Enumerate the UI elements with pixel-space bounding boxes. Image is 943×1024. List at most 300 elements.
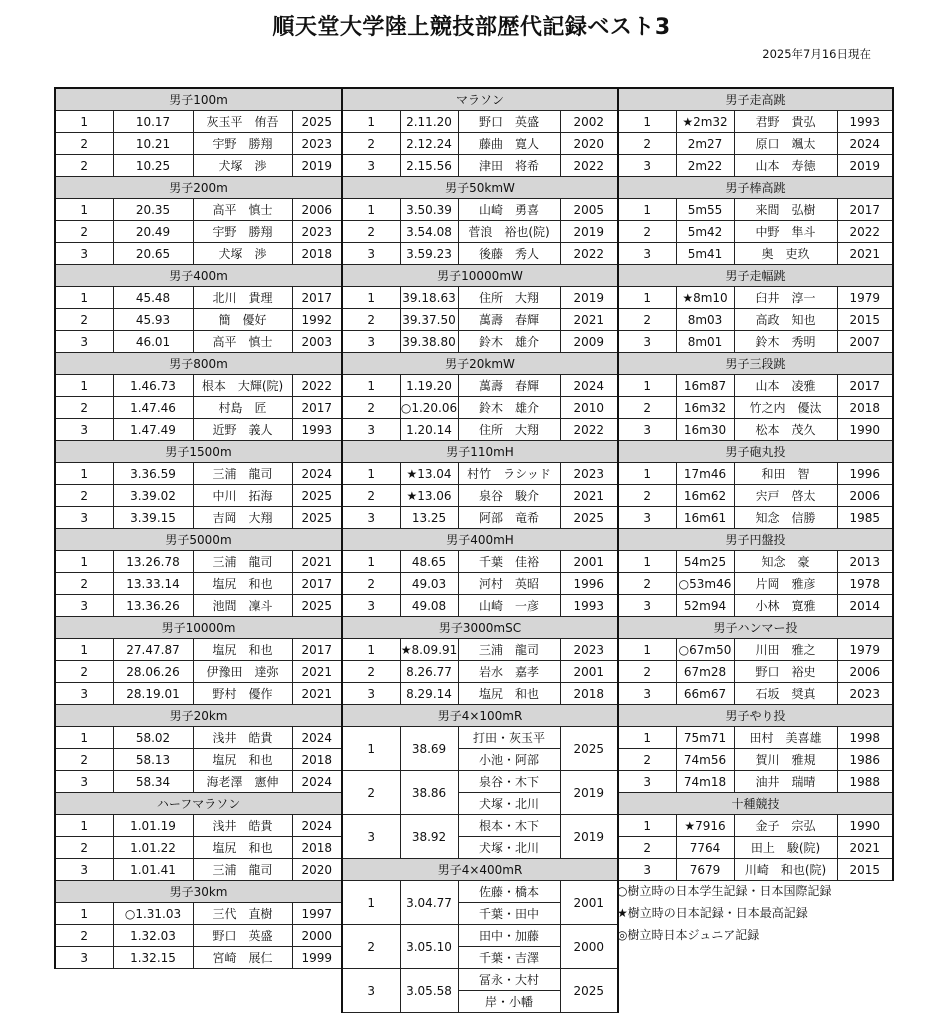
record-cell: 10.17	[113, 111, 193, 133]
relay-members-cell: 千葉・吉澤	[458, 947, 560, 969]
event-header-row	[342, 529, 618, 551]
rank-cell: 1	[55, 287, 113, 309]
record-row	[55, 111, 342, 133]
record-row	[618, 243, 893, 265]
rank-cell: 1	[342, 881, 400, 925]
relay-row	[342, 881, 618, 903]
year-cell: 2002	[560, 111, 618, 133]
rank-cell: 1	[618, 111, 676, 133]
rank-cell: 3	[55, 859, 113, 881]
rank-cell: 2	[342, 573, 400, 595]
rank-cell: 3	[342, 507, 400, 529]
record-cell: 8m03	[676, 309, 734, 331]
rank-cell: 2	[342, 133, 400, 155]
rank-cell: 2	[55, 485, 113, 507]
year-cell: 2025	[560, 727, 618, 771]
record-row	[342, 595, 618, 617]
rank-cell: 3	[618, 419, 676, 441]
record-row	[618, 397, 893, 419]
year-cell: 2022	[560, 419, 618, 441]
year-cell: 2025	[292, 595, 342, 617]
relay-members-cell: 田中・加藤	[458, 925, 560, 947]
record-row	[55, 639, 342, 661]
record-cell: 10.21	[113, 133, 193, 155]
rank-cell: 3	[342, 815, 400, 859]
record-cell: 20.49	[113, 221, 193, 243]
record-row	[618, 375, 893, 397]
record-cell: 49.08	[400, 595, 458, 617]
record-row	[618, 507, 893, 529]
athlete-cell: 千葉 佳裕	[458, 551, 560, 573]
athlete-cell: 菅浪 裕也(院)	[458, 221, 560, 243]
record-row	[618, 287, 893, 309]
record-cell: 1.47.46	[113, 397, 193, 419]
year-cell: 1990	[837, 815, 893, 837]
record-row	[342, 485, 618, 507]
rank-cell: 1	[55, 375, 113, 397]
record-cell: 45.93	[113, 309, 193, 331]
record-row	[618, 221, 893, 243]
record-row	[342, 683, 618, 705]
year-cell: 2017	[292, 573, 342, 595]
record-row	[618, 111, 893, 133]
record-cell: 1.01.41	[113, 859, 193, 881]
record-row	[342, 463, 618, 485]
athlete-cell: 野村 優作	[193, 683, 292, 705]
year-cell: 2019	[560, 287, 618, 309]
athlete-cell: 簡 優好	[193, 309, 292, 331]
athlete-cell: 川崎 和也(院)	[734, 859, 837, 881]
record-cell: 1.19.20	[400, 375, 458, 397]
record-row	[618, 155, 893, 177]
record-cell: 46.01	[113, 331, 193, 353]
athlete-cell: 三浦 龍司	[458, 639, 560, 661]
records-column-2	[341, 87, 619, 1013]
record-row	[618, 727, 893, 749]
record-row	[55, 661, 342, 683]
athlete-cell: 宇野 勝翔	[193, 133, 292, 155]
athlete-cell: 萬壽 春輝	[458, 375, 560, 397]
event-header-row	[55, 705, 342, 727]
year-cell: 2018	[837, 397, 893, 419]
year-cell: 1996	[560, 573, 618, 595]
relay-members-cell: 千葉・田中	[458, 903, 560, 925]
year-cell: 2023	[837, 683, 893, 705]
event-name: 男子三段跳	[618, 353, 893, 375]
rank-cell: 2	[342, 485, 400, 507]
record-row	[618, 573, 893, 595]
record-cell: 28.19.01	[113, 683, 193, 705]
record-cell: ○53m46	[676, 573, 734, 595]
event-name: 男子円盤投	[618, 529, 893, 551]
relay-members-cell: 根本・木下	[458, 815, 560, 837]
year-cell: 2025	[292, 507, 342, 529]
record-cell: 66m67	[676, 683, 734, 705]
year-cell: 2015	[837, 859, 893, 881]
record-cell: 3.39.15	[113, 507, 193, 529]
year-cell: 2023	[292, 133, 342, 155]
athlete-cell: 鈴木 雄介	[458, 397, 560, 419]
year-cell: 2019	[837, 155, 893, 177]
event-header-row	[55, 177, 342, 199]
record-row	[618, 639, 893, 661]
record-cell: 8.26.77	[400, 661, 458, 683]
record-cell: 1.32.15	[113, 947, 193, 969]
athlete-cell: 宮崎 展仁	[193, 947, 292, 969]
year-cell: 2018	[292, 837, 342, 859]
year-cell: 1996	[837, 463, 893, 485]
record-cell: 7679	[676, 859, 734, 881]
athlete-cell: 岩水 嘉孝	[458, 661, 560, 683]
rank-cell: 2	[618, 397, 676, 419]
relay-row	[342, 771, 618, 793]
record-cell: 10.25	[113, 155, 193, 177]
record-row	[55, 199, 342, 221]
record-cell: 2.12.24	[400, 133, 458, 155]
legend-item: ◎樹立時日本ジュニア記録	[617, 928, 760, 942]
year-cell: 2024	[292, 727, 342, 749]
record-row	[618, 199, 893, 221]
athlete-cell: 海老澤 憲伸	[193, 771, 292, 793]
rank-cell: 1	[342, 375, 400, 397]
year-cell: 2023	[560, 463, 618, 485]
event-name: 男子10000mW	[342, 265, 618, 287]
record-cell: 3.04.77	[400, 881, 458, 925]
record-row	[55, 595, 342, 617]
year-cell: 2021	[560, 485, 618, 507]
record-row	[342, 111, 618, 133]
year-cell: 2024	[560, 375, 618, 397]
record-cell: 39.18.63	[400, 287, 458, 309]
athlete-cell: 塩尻 和也	[193, 749, 292, 771]
rank-cell: 1	[618, 551, 676, 573]
event-name: 男子5000m	[55, 529, 342, 551]
record-row	[342, 397, 618, 419]
athlete-cell: 川田 雅之	[734, 639, 837, 661]
year-cell: 2005	[560, 199, 618, 221]
event-name: 十種競技	[618, 793, 893, 815]
year-cell: 2007	[837, 331, 893, 353]
event-name: 男子ハンマー投	[618, 617, 893, 639]
record-cell: 16m32	[676, 397, 734, 419]
rank-cell: 1	[618, 375, 676, 397]
year-cell: 2020	[292, 859, 342, 881]
event-header-row	[618, 177, 893, 199]
rank-cell: 3	[342, 331, 400, 353]
year-cell: 2018	[292, 749, 342, 771]
athlete-cell: 三代 直樹	[193, 903, 292, 925]
athlete-cell: 宇野 勝翔	[193, 221, 292, 243]
rank-cell: 2	[55, 133, 113, 155]
rank-cell: 2	[342, 397, 400, 419]
athlete-cell: 津田 将希	[458, 155, 560, 177]
year-cell: 2010	[560, 397, 618, 419]
athlete-cell: 知念 信勝	[734, 507, 837, 529]
record-cell: ★2m32	[676, 111, 734, 133]
rank-cell: 1	[342, 727, 400, 771]
event-name: 男子30km	[55, 881, 342, 903]
rank-cell: 2	[55, 221, 113, 243]
athlete-cell: 松本 茂久	[734, 419, 837, 441]
event-header-row	[618, 88, 893, 111]
athlete-cell: 塩尻 和也	[193, 573, 292, 595]
year-cell: 2017	[837, 199, 893, 221]
rank-cell: 1	[342, 199, 400, 221]
athlete-cell: 奥 吏玖	[734, 243, 837, 265]
event-name: 男子1500m	[55, 441, 342, 463]
event-header-row	[342, 353, 618, 375]
rank-cell: 3	[55, 243, 113, 265]
record-row	[55, 507, 342, 529]
record-cell: 20.65	[113, 243, 193, 265]
rank-cell: 2	[618, 573, 676, 595]
relay-members-cell: 泉谷・木下	[458, 771, 560, 793]
year-cell: 2022	[560, 155, 618, 177]
event-name: 男子20km	[55, 705, 342, 727]
year-cell: 2025	[292, 111, 342, 133]
relay-row	[342, 815, 618, 837]
records-column-3	[617, 87, 894, 881]
record-cell: 5m55	[676, 199, 734, 221]
record-row	[55, 243, 342, 265]
rank-cell: 1	[55, 463, 113, 485]
rank-cell: 1	[55, 199, 113, 221]
year-cell: 1993	[837, 111, 893, 133]
relay-members-cell: 打田・灰玉平	[458, 727, 560, 749]
record-row	[618, 595, 893, 617]
rank-cell: 1	[55, 815, 113, 837]
event-name: 男子400m	[55, 265, 342, 287]
record-cell: 2.11.20	[400, 111, 458, 133]
event-header-row	[618, 793, 893, 815]
rank-cell: 3	[55, 419, 113, 441]
athlete-cell: 住所 大翔	[458, 419, 560, 441]
event-header-row	[342, 177, 618, 199]
athlete-cell: 吉岡 大翔	[193, 507, 292, 529]
year-cell: 2020	[560, 133, 618, 155]
record-cell: 52m94	[676, 595, 734, 617]
athlete-cell: 田上 駿(院)	[734, 837, 837, 859]
year-cell: 2000	[292, 925, 342, 947]
record-cell: 75m71	[676, 727, 734, 749]
year-cell: 2001	[560, 661, 618, 683]
rank-cell: 2	[342, 221, 400, 243]
year-cell: 1999	[292, 947, 342, 969]
athlete-cell: 油井 瑞晴	[734, 771, 837, 793]
record-row	[55, 463, 342, 485]
record-row	[342, 419, 618, 441]
record-row	[55, 837, 342, 859]
record-row	[55, 155, 342, 177]
record-row	[342, 243, 618, 265]
year-cell: 2006	[837, 485, 893, 507]
rank-cell: 1	[55, 551, 113, 573]
year-cell: 2001	[560, 551, 618, 573]
record-row	[55, 573, 342, 595]
record-row	[618, 133, 893, 155]
athlete-cell: 野口 裕史	[734, 661, 837, 683]
record-cell: 3.05.58	[400, 969, 458, 1013]
record-row	[55, 947, 342, 969]
rank-cell: 3	[618, 331, 676, 353]
athlete-cell: 金子 宗弘	[734, 815, 837, 837]
record-cell: 3.36.59	[113, 463, 193, 485]
record-cell: 5m42	[676, 221, 734, 243]
year-cell: 2014	[837, 595, 893, 617]
record-row	[618, 661, 893, 683]
record-row	[342, 221, 618, 243]
record-cell: 58.02	[113, 727, 193, 749]
relay-members-cell: 佐藤・橋本	[458, 881, 560, 903]
athlete-cell: 中野 隼斗	[734, 221, 837, 243]
event-header-row	[342, 441, 618, 463]
year-cell: 1986	[837, 749, 893, 771]
rank-cell: 2	[342, 925, 400, 969]
record-cell: ★7916	[676, 815, 734, 837]
event-header-row	[618, 705, 893, 727]
event-name: 男子110mH	[342, 441, 618, 463]
rank-cell: 1	[55, 903, 113, 925]
event-name: 男子50kmW	[342, 177, 618, 199]
year-cell: 2006	[292, 199, 342, 221]
record-row	[618, 463, 893, 485]
record-row	[55, 397, 342, 419]
athlete-cell: 小林 寛雅	[734, 595, 837, 617]
rank-cell: 3	[342, 595, 400, 617]
year-cell: 2006	[837, 661, 893, 683]
athlete-cell: 河村 英昭	[458, 573, 560, 595]
rank-cell: 2	[618, 749, 676, 771]
rank-cell: 2	[55, 397, 113, 419]
year-cell: 2017	[292, 397, 342, 419]
year-cell: 2024	[292, 771, 342, 793]
record-row	[55, 551, 342, 573]
record-cell: 3.54.08	[400, 221, 458, 243]
year-cell: 2021	[837, 243, 893, 265]
legend	[617, 880, 831, 946]
event-header-row	[618, 529, 893, 551]
year-cell: 2024	[292, 815, 342, 837]
record-row	[618, 837, 893, 859]
record-cell: 16m87	[676, 375, 734, 397]
athlete-cell: 伊豫田 達弥	[193, 661, 292, 683]
rank-cell: 2	[55, 661, 113, 683]
relay-members-cell: 岸・小幡	[458, 991, 560, 1013]
athlete-cell: 三浦 龍司	[193, 463, 292, 485]
event-name: 男子10000m	[55, 617, 342, 639]
record-cell: 13.25	[400, 507, 458, 529]
event-name: 男子800m	[55, 353, 342, 375]
year-cell: 2019	[560, 771, 618, 815]
record-row	[55, 859, 342, 881]
rank-cell: 3	[342, 243, 400, 265]
event-name: 男子4×400mR	[342, 859, 618, 881]
year-cell: 1985	[837, 507, 893, 529]
record-cell: 16m30	[676, 419, 734, 441]
record-cell: 45.48	[113, 287, 193, 309]
year-cell: 2025	[292, 485, 342, 507]
athlete-cell: 賀川 雅規	[734, 749, 837, 771]
athlete-cell: 山崎 一彦	[458, 595, 560, 617]
rank-cell: 2	[55, 749, 113, 771]
record-cell: 3.50.39	[400, 199, 458, 221]
rank-cell: 3	[55, 947, 113, 969]
record-row	[55, 419, 342, 441]
athlete-cell: 犬塚 渉	[193, 243, 292, 265]
athlete-cell: 君野 貴弘	[734, 111, 837, 133]
athlete-cell: 田村 美喜雄	[734, 727, 837, 749]
record-row	[55, 771, 342, 793]
event-header-row	[342, 859, 618, 881]
record-cell: 13.26.78	[113, 551, 193, 573]
athlete-cell: 山本 寿徳	[734, 155, 837, 177]
record-cell: 67m28	[676, 661, 734, 683]
athlete-cell: 高平 慎士	[193, 199, 292, 221]
year-cell: 1992	[292, 309, 342, 331]
record-cell: ★8m10	[676, 287, 734, 309]
record-cell: 1.01.19	[113, 815, 193, 837]
year-cell: 2022	[292, 375, 342, 397]
rank-cell: 1	[618, 639, 676, 661]
athlete-cell: 三浦 龍司	[193, 551, 292, 573]
record-row	[618, 551, 893, 573]
year-cell: 2003	[292, 331, 342, 353]
rank-cell: 1	[342, 287, 400, 309]
record-cell: 39.37.50	[400, 309, 458, 331]
rank-cell: 3	[55, 507, 113, 529]
event-name: 男子100m	[55, 88, 342, 111]
year-cell: 1979	[837, 287, 893, 309]
athlete-cell: 住所 大翔	[458, 287, 560, 309]
athlete-cell: 鈴木 秀明	[734, 331, 837, 353]
event-name: ハーフマラソン	[55, 793, 342, 815]
rank-cell: 3	[55, 771, 113, 793]
year-cell: 1988	[837, 771, 893, 793]
athlete-cell: 村竹 ラシッド	[458, 463, 560, 485]
event-header-row	[342, 705, 618, 727]
rank-cell: 2	[55, 309, 113, 331]
legend-item: ○樹立時の日本学生記録・日本国際記録	[617, 884, 832, 898]
event-header-row	[55, 793, 342, 815]
relay-members-cell: 小池・阿部	[458, 749, 560, 771]
record-cell: ○67m50	[676, 639, 734, 661]
record-row	[55, 925, 342, 947]
record-row	[55, 815, 342, 837]
athlete-cell: 近野 義人	[193, 419, 292, 441]
event-header-row	[55, 529, 342, 551]
athlete-cell: 阿部 竜希	[458, 507, 560, 529]
record-cell: 1.47.49	[113, 419, 193, 441]
record-cell: 38.86	[400, 771, 458, 815]
record-cell: 1.20.14	[400, 419, 458, 441]
athlete-cell: 犬塚 渉	[193, 155, 292, 177]
record-row	[55, 331, 342, 353]
year-cell: 2017	[292, 287, 342, 309]
athlete-cell: 泉谷 駿介	[458, 485, 560, 507]
record-row	[618, 309, 893, 331]
athlete-cell: 高政 知也	[734, 309, 837, 331]
athlete-cell: 灰玉平 侑吾	[193, 111, 292, 133]
record-row	[342, 287, 618, 309]
year-cell: 2025	[560, 507, 618, 529]
rank-cell: 1	[342, 111, 400, 133]
record-cell: 8m01	[676, 331, 734, 353]
event-header-row	[618, 617, 893, 639]
record-cell: 74m18	[676, 771, 734, 793]
athlete-cell: 塩尻 和也	[458, 683, 560, 705]
year-cell: 1978	[837, 573, 893, 595]
record-row	[342, 133, 618, 155]
